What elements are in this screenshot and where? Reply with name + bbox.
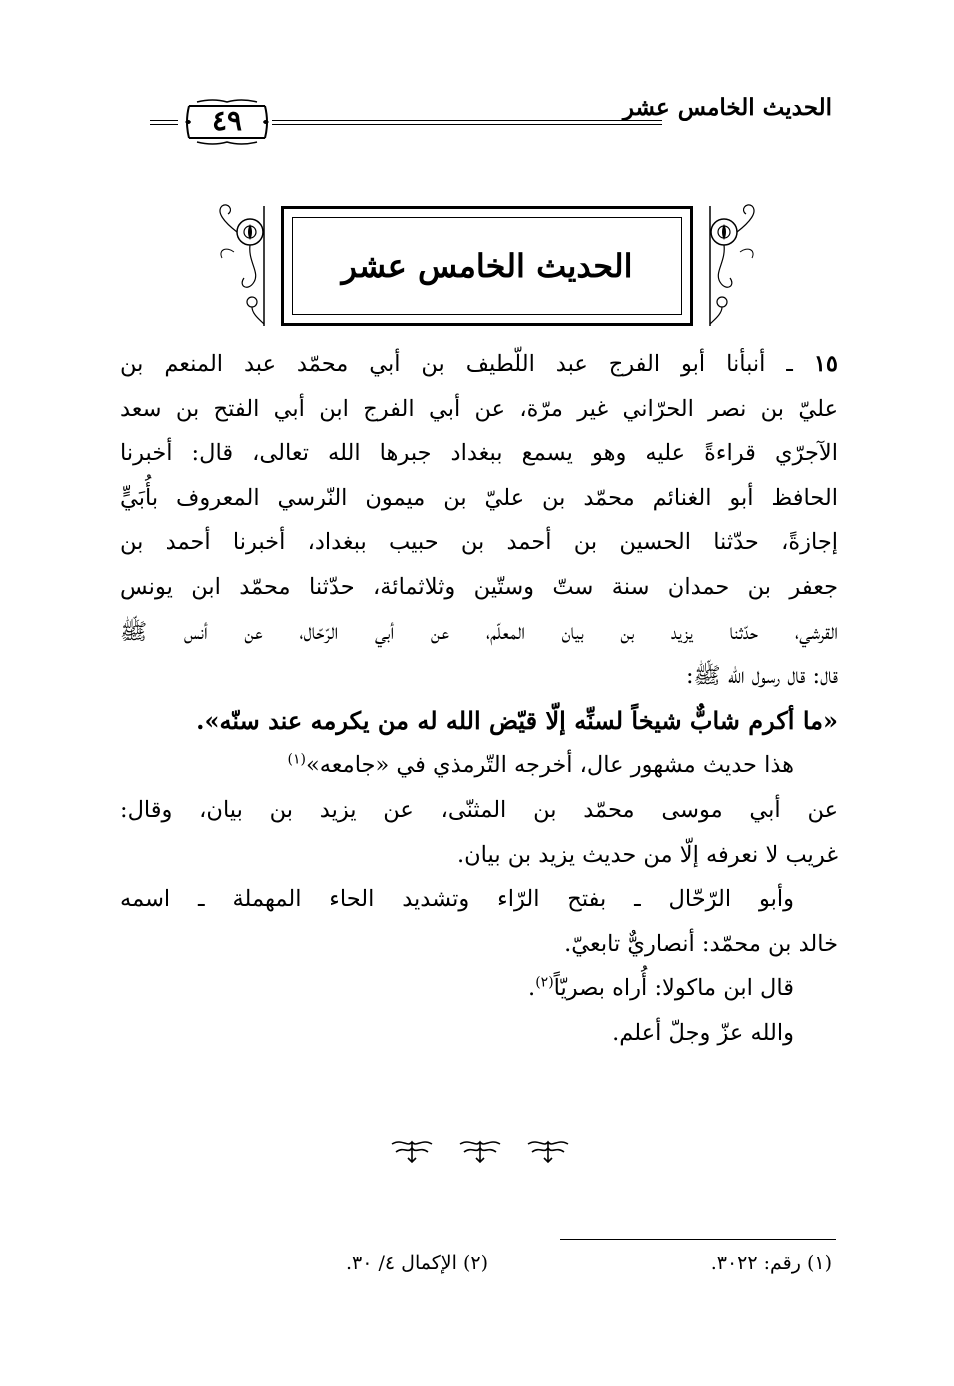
floral-ornament-icon bbox=[212, 202, 274, 330]
isnad-line: قال: قال رسول الله ﷺ: bbox=[685, 663, 838, 690]
commentary-line: عن أبي موسى محمّد بن المثنّى، عن يزيد بن بيان، وقال: bbox=[120, 796, 838, 823]
isnad-line: جعفر بن حمدان سنة ستّ وستّين وثلاثمائة، حدّثنا محمّد ابن يونس bbox=[120, 573, 838, 600]
body-text bbox=[120, 342, 838, 1056]
isnad-line: الحافظ أبو الغنائم محمّد بن عليّ بن ميمون النّرسي المعروف بأُبَيٍّ bbox=[120, 484, 838, 511]
isnad-line: إجازةً، حدّثنا الحسين بن أحمد بن حبيب ببغداد، أخبرنا أحمد بن bbox=[120, 529, 838, 556]
isnad-line: القرشي، حدّثنا يزيد بن بيان المعلّم، عن أبي الرّحّال، عن أنس ﷺ bbox=[120, 618, 838, 645]
footnote-ref: (١) bbox=[287, 751, 306, 768]
hadith-number: ١٥ bbox=[813, 351, 838, 377]
header-rule bbox=[272, 124, 662, 125]
isnad-line: الآجرّي قراءةً عليه وهو يسمع ببغداد جبرها الله تعالى، قال: أخبرنا bbox=[120, 440, 838, 467]
footnote-rule bbox=[560, 1239, 836, 1240]
footnote: (١) رقم: ٣٠٢٢. bbox=[710, 1252, 832, 1274]
closing-line: والله عزّ وجلّ أعلم. bbox=[612, 1019, 794, 1046]
commentary-line: خالد بن محمّد: أنصاريٌّ تابعيّ. bbox=[564, 930, 838, 957]
commentary-line: هذا حديث مشهور عال، أخرجه التّرمذي في «جامعه»$^{(١)}$ bbox=[287, 751, 794, 779]
footnote-ref: (٢) bbox=[535, 974, 554, 991]
isnad-line: عليّ بن نصر الحرّاني غير مرّة، عن أبي الفرج ابن أبي الفتح بن سعد bbox=[120, 395, 838, 422]
chapter-title-box bbox=[281, 206, 693, 326]
header-rule-short bbox=[150, 120, 178, 121]
footnote: (٢) الإكمال ٤/ ٣٠. bbox=[345, 1252, 488, 1274]
page-number: ٤٩ bbox=[211, 104, 243, 137]
chapter-title: الحديث الخامس عشر bbox=[341, 247, 633, 285]
floral-ornament-icon bbox=[700, 202, 762, 330]
running-title: الحديث الخامس عشر bbox=[622, 94, 832, 121]
hadith-matn: «ما أكرم شابٌّ شيخاً لسنِّه إلّا قيّض الله له من يكرمه عند سنّه». bbox=[196, 705, 838, 735]
isnad-line: ١٥ ـ أنبأنا أبو الفرج عبد اللّطيف بن أبي محمّد عبد المنعم بن bbox=[120, 351, 838, 377]
commentary-line: وأبو الرّحّال ـ بفتح الرّاء وتشديد الحاء المهملة ـ اسمه bbox=[120, 886, 794, 913]
section-end-ornament-icon bbox=[380, 1130, 580, 1170]
commentary-line: قال ابن ماكولا: أُراه بصريّاً$^{(٢)}$. bbox=[528, 974, 794, 1002]
header-rule bbox=[272, 120, 662, 121]
header-rule-short bbox=[150, 124, 178, 125]
commentary-line: غريب لا نعرفه إلّا من حديث يزيد بن بيان. bbox=[457, 841, 838, 868]
